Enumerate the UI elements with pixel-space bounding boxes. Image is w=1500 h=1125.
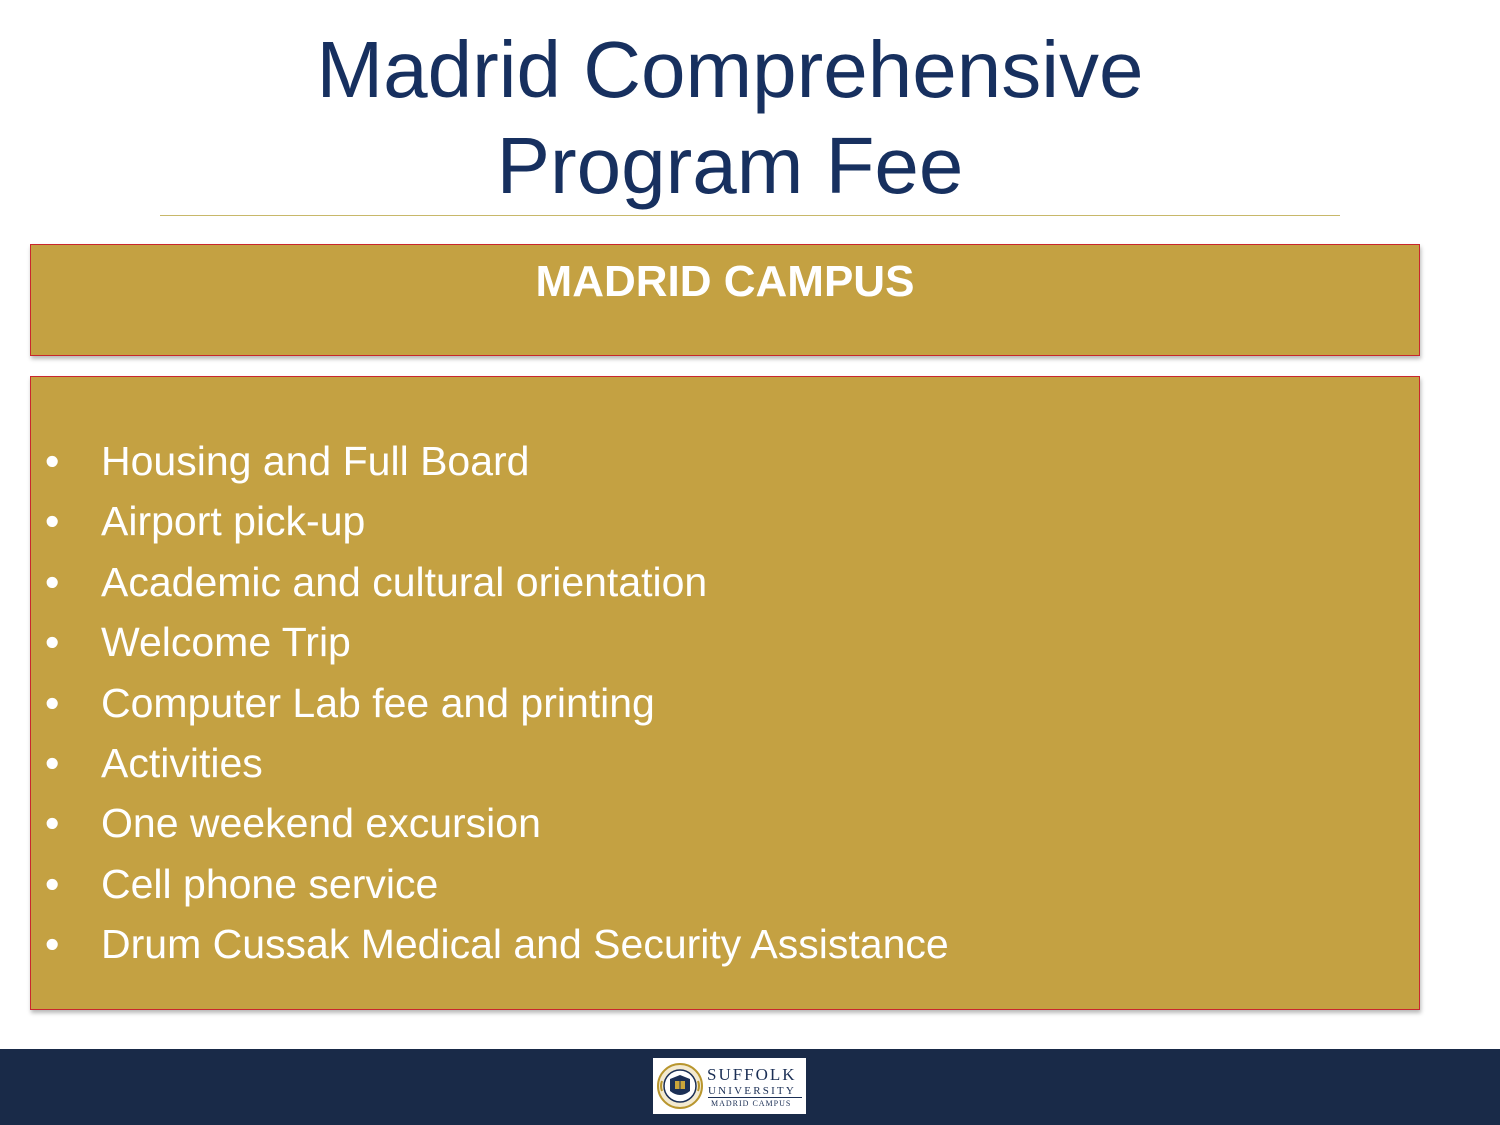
logo-divider [708, 1097, 802, 1098]
list-item-text: Drum Cussak Medical and Security Assistance [101, 921, 949, 968]
list-item-text: Activities [101, 739, 263, 786]
bullet: • [45, 498, 60, 545]
logo-text-campus: MADRID CAMPUS [711, 1099, 792, 1108]
list-item-text: Computer Lab fee and printing [101, 679, 655, 726]
list-item-text: Airport pick-up [101, 498, 366, 545]
bullet: • [45, 921, 60, 968]
list-item [31, 793, 1419, 853]
list-item [31, 612, 1419, 672]
bullet: • [45, 739, 60, 786]
campus-heading: MADRID CAMPUS [535, 257, 915, 306]
logo-text-university: UNIVERSITY [708, 1085, 796, 1097]
bullet: • [45, 860, 60, 907]
list-item-text: Academic and cultural orientation [101, 558, 708, 605]
university-seal-icon [656, 1061, 704, 1111]
list-item [31, 854, 1419, 914]
list-item-text: Housing and Full Board [101, 438, 530, 484]
bullet: • [45, 800, 60, 847]
title-divider [160, 215, 1340, 216]
list-item [31, 552, 1419, 612]
logo-text-suffolk: SUFFOLK [707, 1065, 797, 1084]
list-item [31, 491, 1419, 551]
slide-title-line-1: Madrid Comprehensive [316, 25, 1144, 114]
bullet: • [45, 558, 60, 605]
list-item-text: One weekend excursion [101, 800, 541, 847]
list-item [31, 673, 1419, 733]
inclusions-box [30, 376, 1420, 1010]
campus-header-box [30, 244, 1420, 356]
bullet: • [45, 619, 60, 666]
bullet: • [45, 679, 60, 726]
list-item-text: Cell phone service [101, 860, 439, 907]
suffolk-university-logo [653, 1058, 806, 1114]
list-item [31, 733, 1419, 793]
inclusions-list [31, 431, 1419, 975]
list-item [31, 914, 1419, 974]
slide-title-line-2: Program Fee [496, 121, 964, 210]
slide-title [0, 22, 1460, 214]
bullet: • [45, 438, 60, 484]
list-item [31, 431, 1419, 491]
footer-bar [0, 1049, 1500, 1125]
list-item-text: Welcome Trip [101, 619, 351, 666]
